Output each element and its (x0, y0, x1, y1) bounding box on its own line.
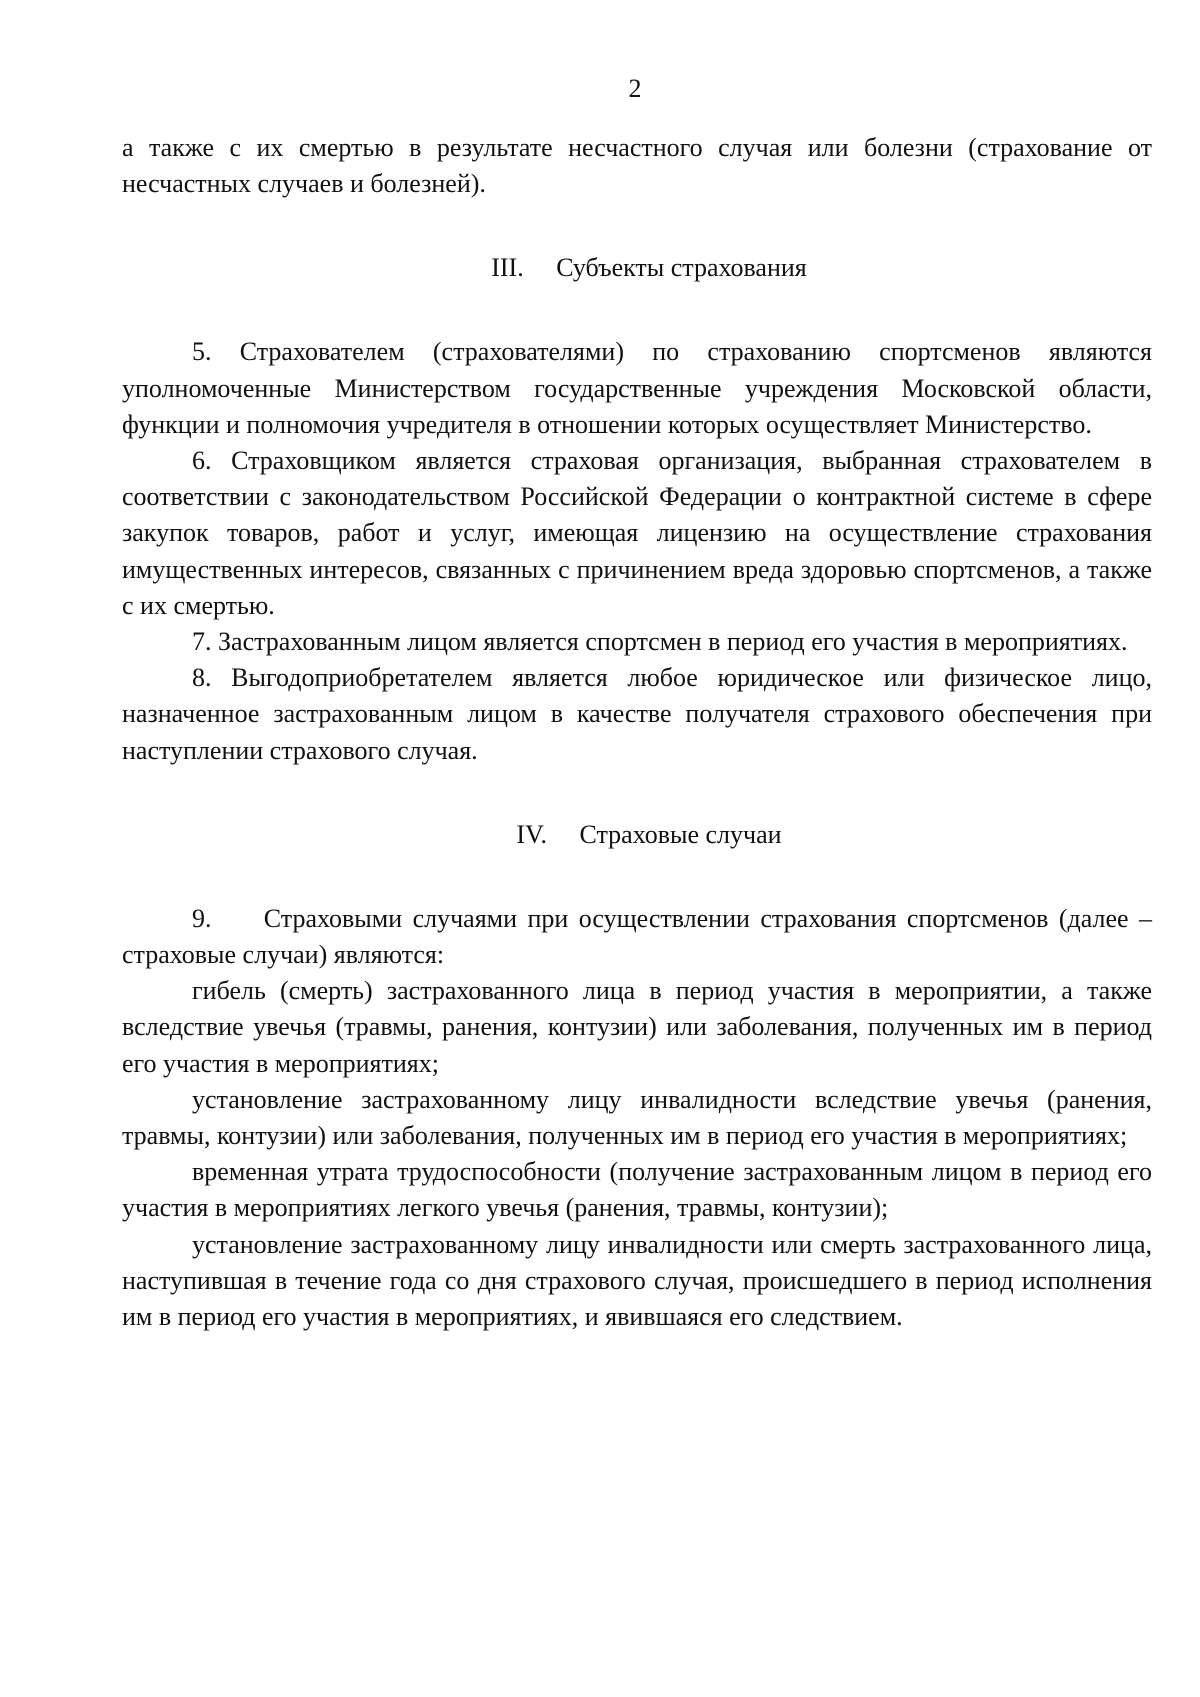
paragraph-7: 7. Застрахованным лицом является спортсмен в период его участия в мероприятиях. (192, 627, 1128, 657)
paragraph-intro: а также с их смертью в результате несчастного случая или болезни (страхование от несчастных случаев и болезней). (122, 133, 1152, 199)
section-3-heading: III. Субъекты страхования (491, 253, 807, 283)
paragraph-9: 9. Страховыми случаями при осуществлении страхования спортсменов (далее – страховые случаи) являются: (122, 903, 1159, 970)
paragraph-6: 6. Страховщиком является страховая организация, выбранная страхователем в соответствии с законодательством Российской Федерации о контрактной системе в сфере закупок товаров, работ и услуг, имеющая лицензию на осуществление страхования имущественных интересов, связанных с причинением вреда здоровью спортсменов, а также с их смертью. (122, 446, 1152, 620)
list-item-death: гибель (смерть) застрахованного лица в период участия в мероприятии, а также вследствие увечья (травмы, ранения, контузии) или заболевания, полученных им в период его участия в мероприятиях; (122, 976, 1152, 1078)
page-number: 2 (628, 74, 642, 103)
paragraph-5: 5. Страхователем (страхователями) по страхованию спортсменов являются уполномоченные Министерством государственные учреждения Московской области, функции и полномочия учредителя в отношении которых осуществляет Министерство. (122, 337, 1152, 439)
list-item-temporary-disability: временная утрата трудоспособности (получение застрахованным лицом в период его участия в мероприятиях легкого увечья (ранения, травмы, контузии); (122, 1157, 1152, 1223)
list-item-disability: установление застрахованному лицу инвалидности вследствие увечья (ранения, травмы, контузии) или заболевания, полученных им в период его участия в мероприятиях; (122, 1084, 1152, 1151)
paragraph-8: 8. Выгодоприобретателем является любое юридическое или физическое лицо, назначенное застрахованным лицом в качестве получателя страхового обеспечения при наступлении страхового случая. (122, 663, 1152, 765)
list-item-disability-or-death-within-year: установление застрахованному лицу инвалидности или смерть застрахованного лица, наступившая в течение года со дня страхового случая, происшедшего в период исполнения им в период его участия в мероприятиях, и явившаяся его следствием. (122, 1229, 1152, 1332)
section-4-heading: IV. Страховые случаи (516, 819, 782, 849)
document-body (122, 130, 1159, 1335)
